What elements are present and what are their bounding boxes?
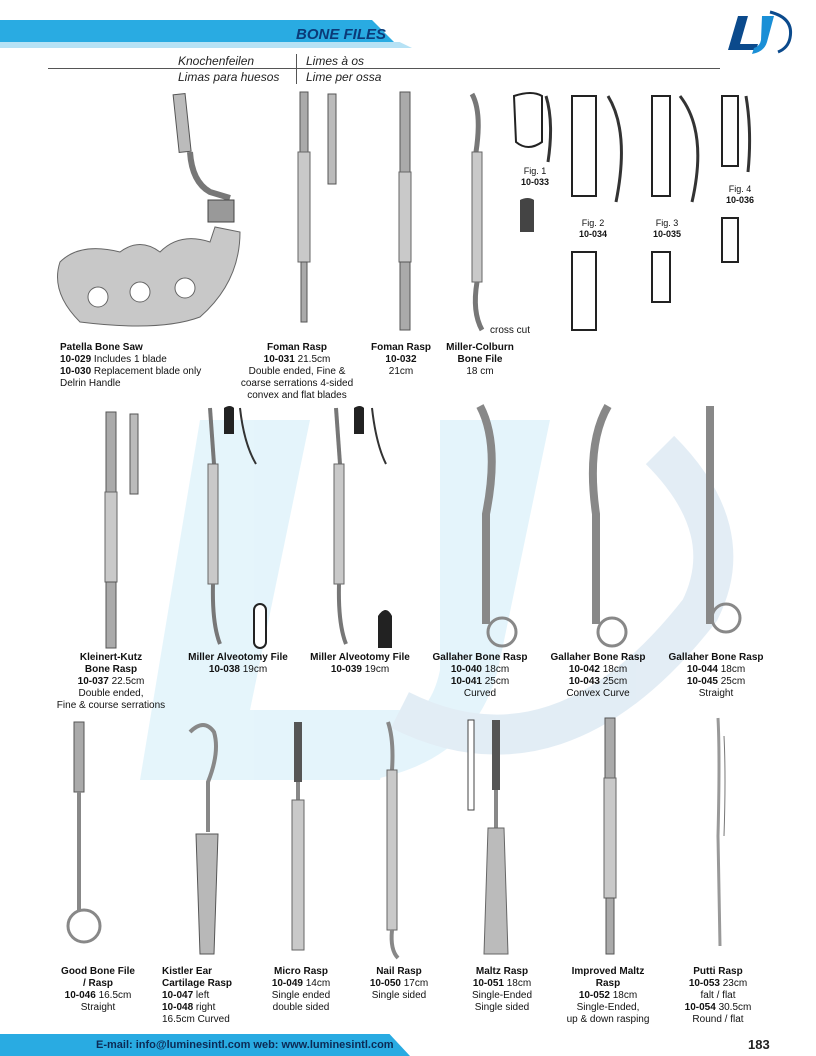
foman-1-size: 21.5cm [297,354,331,365]
kleinert-desc-2: Fine & course serrations [56,700,166,711]
micro-title: Micro Rasp [274,966,328,977]
foman-1-desc-1: Double ended, Fine & [248,366,346,377]
miller-colburn-file-image [462,92,492,332]
caption-miller-038 [178,652,298,676]
micro-size: 14cm [305,978,331,989]
patella-code-2: 10-030 [60,366,92,377]
caption-foman-1 [232,342,362,402]
putti-title: Putti Rasp [693,966,743,977]
caption-micro [258,966,344,1014]
figure-3-fig: Fig. 3 [655,218,679,228]
maltz-desc-2: Single sided [474,1002,530,1013]
figure-4-code: 10-036 [725,195,755,205]
improved-title-1: Improved Maltz [571,966,645,977]
gallaher-1-title: Gallaher Bone Rasp [432,652,528,663]
translation-fr: Limes à os [306,54,365,68]
putti-desc-2: Round / flat [692,1014,744,1025]
foman-1-code: 10-031 [263,354,295,365]
miller-colburn-size: 18 cm [466,366,494,377]
caption-kleinert [50,652,172,712]
kistler-title-2: Cartilage Rasp [162,978,233,989]
patella-code-1: 10-029 [60,354,92,365]
miller-039-code: 10-039 [330,664,362,675]
caption-kistler [162,966,262,1026]
putti-code-2: 10-054 [684,1002,716,1013]
cross-cut-label: cross cut [490,325,531,336]
micro-rasp-image [286,720,316,960]
patella-text-2: Replacement blade only [93,366,202,377]
figure-2-code: 10-034 [578,229,608,239]
improved-desc-2: up & down rasping [566,1014,650,1025]
kleinert-code: 10-037 [77,676,109,687]
gallaher-3-code-2: 10-045 [686,676,718,687]
foman-rasp-1-image [290,92,350,332]
figure-4-fig: Fig. 4 [728,184,752,194]
gallaher-curved-image [470,404,530,654]
kistler-size-2: right [195,1002,216,1013]
improved-code: 10-052 [578,990,610,1001]
micro-code: 10-049 [271,978,303,989]
caption-improved-maltz [556,966,660,1026]
maltz-code: 10-051 [472,978,504,989]
caption-miller-039 [300,652,420,676]
figures-image [512,92,772,332]
gallaher-1-desc: Curved [463,688,497,699]
miller-038-image [200,404,280,654]
kleinert-kutz-image [100,410,150,650]
kistler-size-1: left [195,990,210,1001]
gallaher-1-code-1: 10-040 [450,664,482,675]
caption-gallaher-3 [656,652,776,700]
gallaher-convex-image [580,404,640,654]
figure-3-code: 10-035 [652,229,682,239]
figure-1-fig: Fig. 1 [523,166,547,176]
putti-rasp-image [704,716,744,956]
nail-desc: Single sided [371,990,427,1001]
figure-1-label [520,166,550,188]
gallaher-1-size-2: 25cm [484,676,510,687]
gallaher-3-desc: Straight [698,688,734,699]
figure-2-label [576,218,610,240]
gallaher-2-size-1: 18cm [602,664,628,675]
improved-desc-1: Single-Ended, [576,1002,640,1013]
kleinert-size: 22.5cm [111,676,145,687]
kistler-desc: 16.5cm Curved [162,1014,230,1025]
foman-1-desc-3: convex and flat blades [247,390,347,401]
miller-039-title: Miller Alveotomy File [310,652,410,663]
putti-desc-1: falt / flat [700,990,736,1001]
putti-code-1: 10-053 [688,978,720,989]
gallaher-1-code-2: 10-041 [450,676,482,687]
figure-1-code: 10-033 [520,177,550,187]
miller-colburn-title-2: Bone File [457,354,503,365]
kistler-code-2: 10-048 [162,1002,194,1013]
improved-title-2: Rasp [595,978,621,989]
maltz-rasp-image [466,718,526,958]
caption-patella [60,342,250,390]
caption-nail [354,966,444,1002]
putti-size-2: 30.5cm [718,1002,752,1013]
kistler-title-1: Kistler Ear [162,966,213,977]
good-code: 10-046 [64,990,96,1001]
maltz-desc-1: Single-Ended [471,990,533,1001]
miller-colburn-title-1: Miller-Colburn [446,342,514,353]
nail-rasp-image [380,720,410,960]
micro-desc-1: Single ended [271,990,331,1001]
gallaher-1-size-1: 18cm [484,664,510,675]
caption-good [50,966,146,1014]
patella-bone-saw-image [40,92,270,342]
gallaher-straight-image [694,404,754,654]
kleinert-desc-1: Double ended, [78,688,144,699]
foman-1-desc-2: coarse serrations 4-sided [240,378,354,389]
header-rule [48,68,720,69]
miller-038-title: Miller Alveotomy File [188,652,288,663]
gallaher-3-code-1: 10-044 [686,664,718,675]
figure-2-fig: Fig. 2 [581,218,605,228]
page-number: 183 [748,1037,770,1052]
nail-code: 10-050 [369,978,401,989]
gallaher-2-code-1: 10-042 [568,664,600,675]
foman-2-size: 21cm [388,366,414,377]
caption-miller-colburn [440,342,520,378]
nail-title: Nail Rasp [376,966,422,977]
gallaher-2-desc: Convex Curve [566,688,630,699]
improved-maltz-image [596,716,626,956]
maltz-title: Maltz Rasp [475,966,529,977]
caption-putti [670,966,766,1026]
gallaher-2-size-2: 25cm [602,676,628,687]
good-bone-file-image [60,720,120,960]
gallaher-3-size-2: 25cm [720,676,746,687]
footer-contact[interactable]: E-mail: info@luminesintl.com web: www.luminesintl.com [96,1039,394,1051]
translation-it: Lime per ossa [306,70,382,84]
patella-title: Patella Bone Saw [60,342,143,353]
putti-size-1: 23cm [722,978,748,989]
caption-gallaher-2 [538,652,658,700]
miller-038-code: 10-038 [208,664,240,675]
gallaher-2-code-2: 10-043 [568,676,600,687]
brand-logo [722,10,796,56]
nail-size: 17cm [403,978,429,989]
good-size: 16.5cm [98,990,132,1001]
kistler-ear-image [180,722,230,962]
good-desc: Straight [80,1002,116,1013]
header-separator [296,54,297,84]
good-title-1: Good Bone File [61,966,135,977]
translation-es: Limas para huesos [178,70,280,84]
kistler-code-1: 10-047 [162,990,194,1001]
gallaher-2-title: Gallaher Bone Rasp [550,652,646,663]
miller-039-size: 19cm [364,664,390,675]
micro-desc-2: double sided [272,1002,330,1013]
caption-gallaher-1 [420,652,540,700]
maltz-size: 18cm [506,978,532,989]
miller-038-size: 19cm [242,664,268,675]
kleinert-title-2: Bone Rasp [84,664,138,675]
translation-de: Knochenfeilen [178,54,255,68]
good-title-2: / Rasp [82,978,113,989]
gallaher-3-size-1: 18cm [720,664,746,675]
gallaher-3-title: Gallaher Bone Rasp [668,652,764,663]
page-title: BONE FILES [296,26,387,43]
foman-2-code: 10-032 [385,354,417,365]
caption-maltz [454,966,550,1014]
miller-039-image [326,404,406,654]
patella-text-1: Includes 1 blade [93,354,167,365]
foman-2-title: Foman Rasp [370,342,431,353]
foman-1-title: Foman Rasp [266,342,327,353]
patella-text-3: Delrin Handle [60,378,121,389]
foman-rasp-2-image [392,92,422,332]
caption-foman-2 [366,342,436,378]
figure-3-label [650,218,684,240]
kleinert-title-1: Kleinert-Kutz [79,652,143,663]
improved-size: 18cm [612,990,638,1001]
figure-4-label [720,184,760,206]
